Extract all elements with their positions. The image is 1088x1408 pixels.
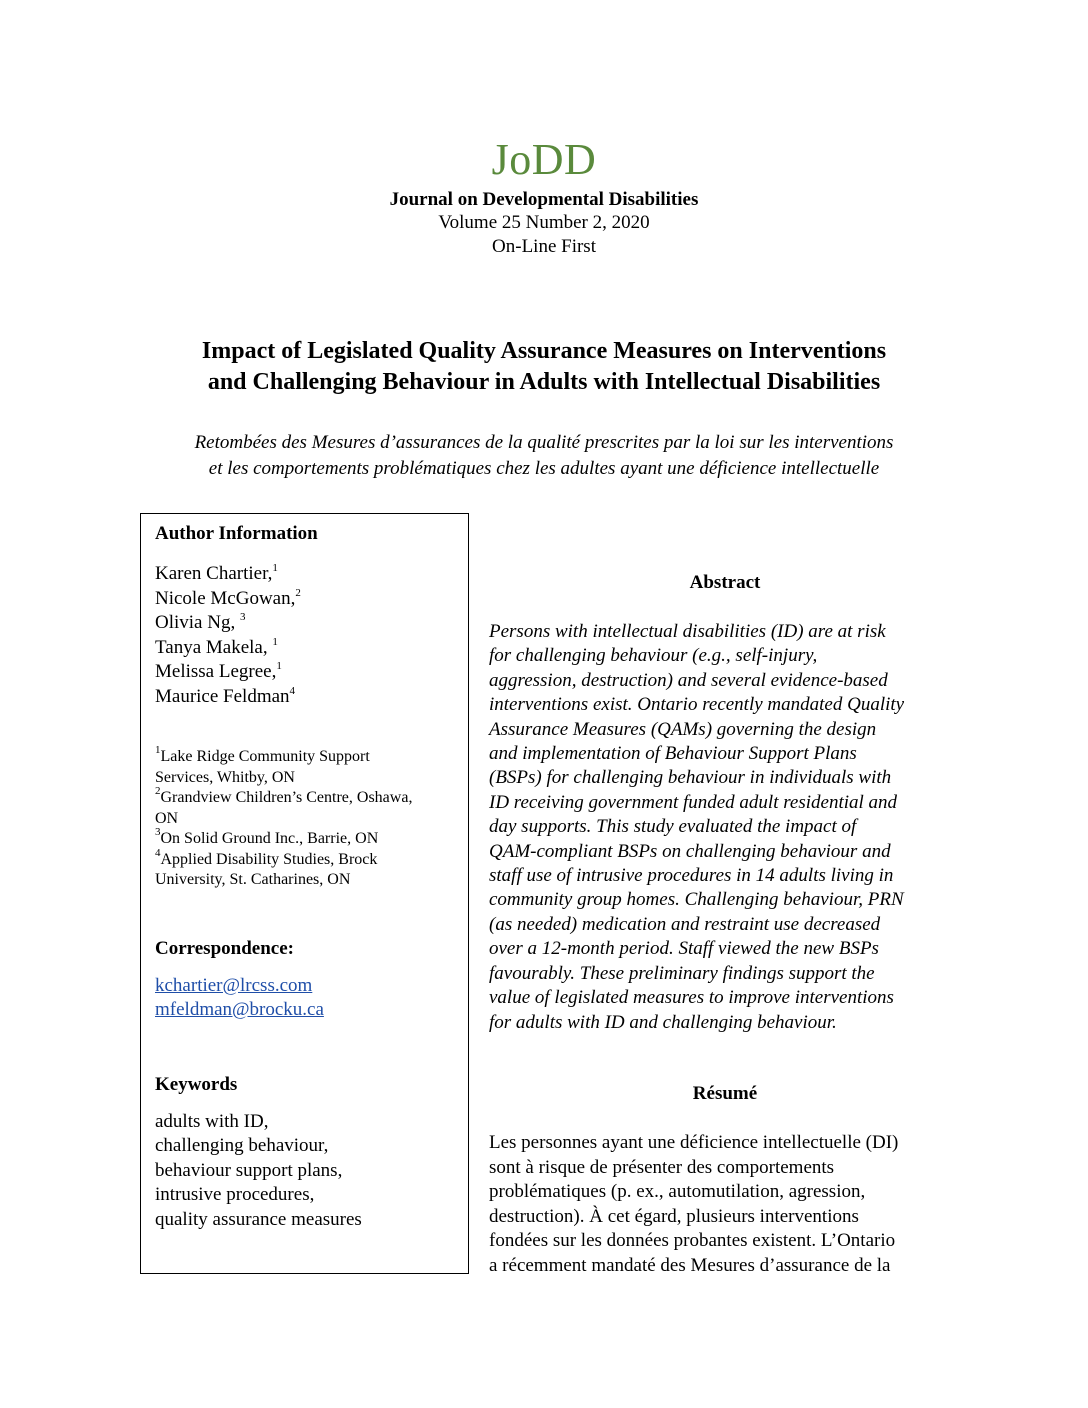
abstract-line: ID receiving government funded adult residential and (489, 791, 898, 813)
correspondence-heading: Correspondence: (155, 937, 294, 959)
email-link-chartier[interactable]: kchartier@lrcss.com (155, 974, 313, 996)
subtitle-line: Retombées des Mesures d’assurances de la qualité prescrites par la loi sur les interventions (194, 432, 894, 453)
author-name: Nicole McGowan, (155, 587, 296, 609)
abstract-line: value of legislated measures to improve interventions (489, 987, 894, 1009)
resume-line: problématiques (p. ex., automutilation, agression, (489, 1181, 866, 1202)
abstract-line: (BSPs) for challenging behaviour in individuals with (489, 767, 892, 789)
author-affil-mark: 2 (295, 586, 301, 599)
author-list (155, 562, 468, 709)
email-link-feldman[interactable]: mfeldman@brocku.ca (155, 998, 324, 1020)
publication-status: On-Line First (492, 236, 596, 257)
resume-line: sont à risque de présenter des comportements (489, 1156, 835, 1178)
author-entry (155, 636, 468, 661)
author-name: Karen Chartier, (155, 563, 273, 584)
affiliation-line: $^2$Grandview Children’s Centre, Oshawa, (155, 785, 413, 806)
affiliation-line: $^4$Applied Disability Studies, Brock (155, 846, 378, 868)
journal-header (0, 134, 1088, 259)
resume-line: a récemment mandaté des Mesures d’assurance de la (489, 1254, 891, 1276)
keyword-item: behaviour support plans, (155, 1159, 343, 1181)
author-name: Olivia Ng, (155, 612, 240, 633)
author-affil-mark: 1 (276, 660, 282, 672)
abstract-line: interventions exist. Ontario recently mandated Quality (489, 694, 905, 716)
abstract-line: (as needed) medication and restraint use decreased (489, 913, 881, 935)
abstract-line: for adults with ID and challenging behaviour. (489, 1011, 837, 1033)
author-name: Maurice Feldman (155, 685, 290, 707)
abstract-line: over a 12-month period. Staff viewed the new BSPs (489, 938, 879, 960)
article-title (0, 336, 1088, 398)
author-entry (155, 685, 468, 710)
volume-info: Volume 25 Number 2, 2020 (438, 212, 650, 233)
author-affil-mark: 3 (239, 611, 246, 623)
abstract-line: Persons with intellectual disabilities (ID) are at risk (489, 621, 886, 642)
abstract-line: and implementation of Behaviour Support Plans (489, 743, 857, 765)
affiliation-line: Services, Whitby, ON (155, 768, 295, 786)
affiliation-line: ON (155, 809, 179, 827)
resume-line: Les personnes ayant une déficience intellectuelle (DI) (489, 1132, 899, 1153)
author-entry (155, 587, 468, 612)
resume-line: fondées sur les données probantes existent. L’Ontario (489, 1230, 896, 1251)
abstract-line: Assurance Measures (QAMs) governing the design (489, 718, 877, 740)
affiliation-line: $^3$On Solid Ground Inc., Barrie, ON (155, 826, 379, 847)
keyword-item: challenging behaviour, (155, 1135, 329, 1156)
keyword-list (155, 1110, 468, 1233)
subtitle-line: et les comportements problématiques chez les adultes ayant une déficience intellectuelle (208, 458, 880, 479)
author-name: Melissa Legree, (155, 661, 277, 682)
abstract-line: staff use of intrusive procedures in 14 adults living in (489, 865, 894, 887)
author-entry (155, 611, 468, 636)
resume-heading: Résumé (692, 1083, 758, 1104)
keyword-item: adults with ID, (155, 1110, 269, 1132)
author-info-heading: Author Information (155, 523, 318, 544)
affiliation-list (155, 744, 468, 891)
keyword-item: quality assurance measures (155, 1208, 362, 1230)
author-information-box (140, 513, 469, 1274)
author-affil-mark: 1 (272, 562, 278, 574)
title-line: and Challenging Behaviour in Adults with Intellectual Disabilities (207, 369, 881, 395)
abstract-line: day supports. This study evaluated the impact of (489, 816, 857, 838)
author-affil-mark: 1 (272, 635, 278, 648)
journal-logo: JoDD (491, 135, 597, 184)
journal-name: Journal on Developmental Disabilities (389, 189, 699, 210)
author-name: Tanya Makela, (155, 636, 273, 658)
resume-line: destruction). À cet égard, plusieurs interventions (489, 1205, 859, 1227)
abstract-line: for challenging behaviour (e.g., self-injury, (489, 645, 818, 667)
author-entry (155, 562, 468, 587)
affiliation-line: University, St. Catharines, ON (155, 871, 351, 888)
abstract-text (489, 620, 969, 1035)
affiliation-line: $^1$Lake Ridge Community Support (155, 744, 370, 765)
abstract-line: aggression, destruction) and several evidence-based (489, 669, 888, 691)
keywords-heading: Keywords (155, 1073, 238, 1095)
abstract-line: community group homes. Challenging behaviour, PRN (489, 889, 904, 911)
resume-text (489, 1131, 969, 1278)
author-affil-mark: 4 (289, 684, 296, 697)
abstract-line: QAM-compliant BSPs on challenging behaviour and (489, 840, 891, 862)
author-entry (155, 660, 468, 685)
keyword-item: intrusive procedures, (155, 1184, 315, 1205)
title-line: Impact of Legislated Quality Assurance Measures on Interventions (201, 338, 887, 364)
abstract-line: favourably. These preliminary findings support the (489, 962, 875, 984)
abstract-heading: Abstract (689, 572, 761, 593)
article-subtitle-french (0, 430, 1088, 482)
email-list (155, 974, 468, 1022)
